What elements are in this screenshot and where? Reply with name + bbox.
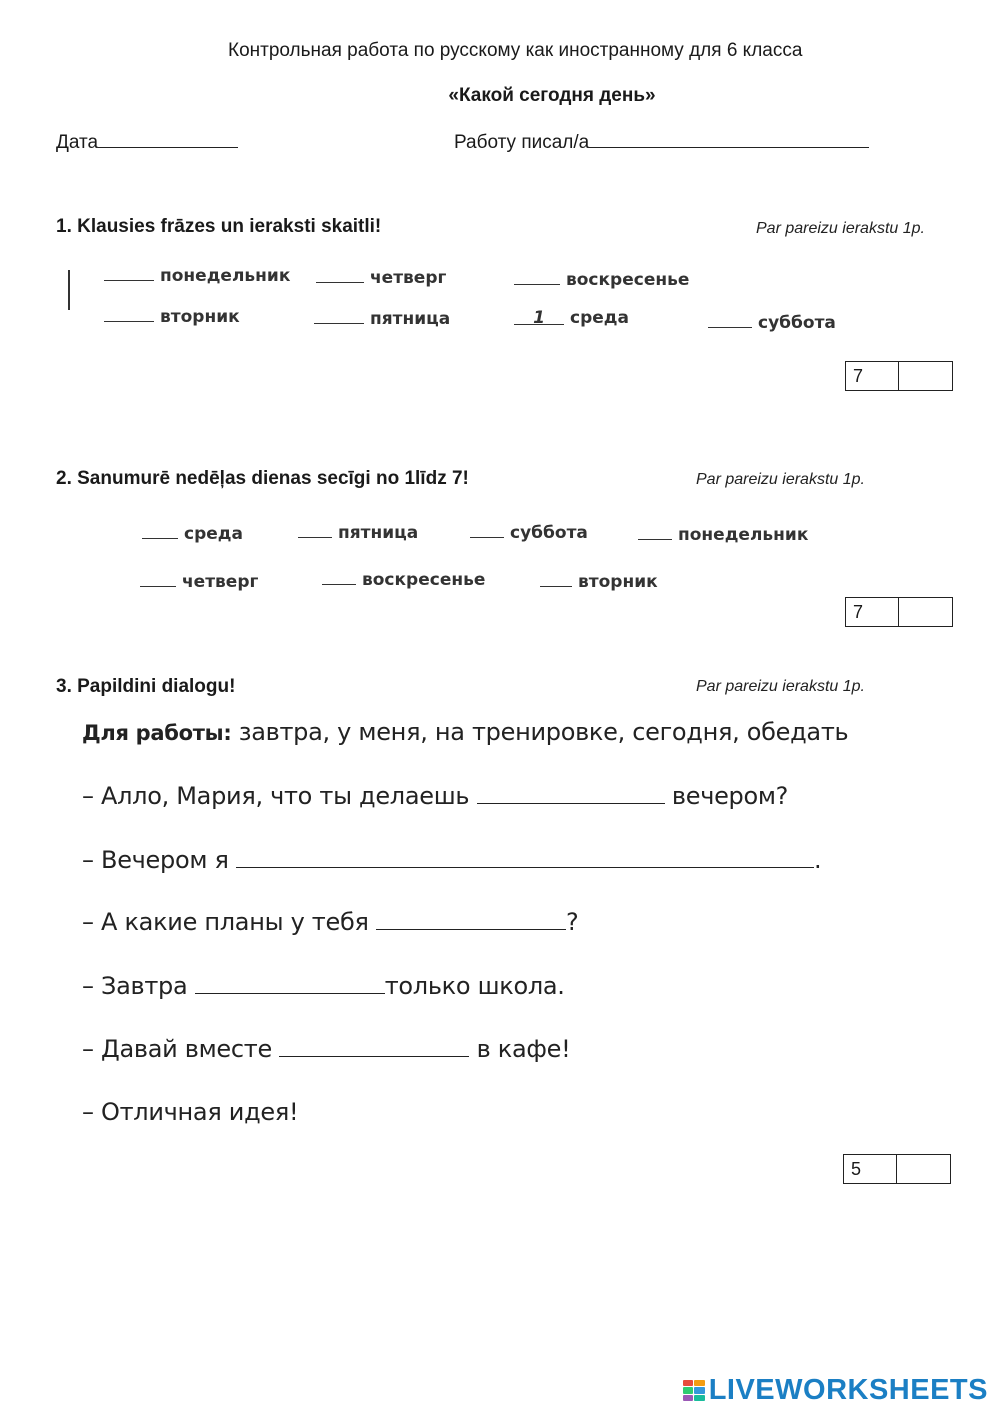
task1-example-blank: 1 — [514, 308, 564, 325]
author-line[interactable] — [589, 129, 869, 148]
scan-bracket-mark — [68, 270, 74, 310]
task2-item-wednesday — [142, 522, 243, 544]
task2-score-max: 7 — [853, 602, 864, 622]
worksheet-subtitle: «Какой сегодня день» — [448, 85, 656, 106]
task2-item-sunday — [322, 568, 485, 590]
task2-word: четверг — [182, 572, 259, 592]
dialog-line-text: вечером? — [671, 782, 789, 810]
task2-score-box — [845, 597, 953, 627]
dialog-line-text: – Завтра — [82, 972, 188, 1000]
liveworksheets-wordmark: LIVEWORKSHEETS — [708, 1374, 988, 1406]
task1-blank[interactable] — [104, 264, 154, 281]
task1-item-wednesday — [514, 308, 629, 328]
task1-score-box — [845, 361, 953, 391]
logo-square — [683, 1380, 694, 1387]
task3-title: 3. Papildini dialogu! — [56, 676, 236, 697]
task3-score-max: 5 — [851, 1159, 862, 1179]
task3-score-box — [843, 1154, 951, 1184]
task2-word: вторник — [578, 572, 658, 592]
task1-item-monday — [104, 264, 290, 286]
task1-title: 1. Klausies frāzes un ieraksti skaitli! — [56, 216, 382, 237]
dialog-blank-3[interactable] — [376, 909, 566, 930]
task1-blank[interactable] — [314, 307, 364, 324]
task1-item-tuesday — [104, 305, 240, 327]
task2-item-monday — [638, 523, 808, 545]
task1-word: вторник — [160, 307, 240, 327]
worksheet-title: Контрольная работа по русскому как иностранному для 6 класса — [228, 40, 803, 61]
dialog-line-1 — [82, 782, 788, 810]
author-field — [454, 129, 869, 154]
task3-score-input[interactable] — [896, 1155, 948, 1183]
task2-word: понедельник — [678, 525, 809, 545]
author-label: Работу писал/а — [454, 132, 590, 153]
task2-blank[interactable] — [322, 568, 356, 585]
task1-item-saturday — [708, 311, 836, 333]
task2-item-saturday — [470, 521, 588, 543]
task2-blank[interactable] — [142, 522, 178, 539]
task2-blank[interactable] — [140, 570, 176, 587]
logo-square — [694, 1387, 705, 1394]
task2-item-friday — [298, 521, 418, 543]
task1-blank[interactable] — [514, 268, 560, 285]
liveworksheets-brand[interactable] — [683, 1374, 988, 1407]
dialog-blank-5[interactable] — [279, 1036, 469, 1057]
date-line[interactable] — [98, 129, 238, 148]
dialog-line-text: – Вечером я — [82, 846, 229, 874]
task1-item-friday — [314, 307, 450, 329]
task2-item-tuesday — [540, 570, 658, 592]
task1-word: суббота — [758, 313, 836, 333]
task2-blank[interactable] — [638, 523, 672, 540]
task2-score-input[interactable] — [898, 598, 950, 626]
task1-score-input[interactable] — [898, 362, 950, 390]
task1-item-thursday — [316, 266, 446, 288]
task2-blank[interactable] — [470, 521, 504, 538]
task3-points: Par pareizu ierakstu 1p. — [696, 678, 865, 695]
task1-word: понедельник — [160, 266, 291, 286]
task2-word: воскресенье — [362, 570, 486, 590]
task3-word-bank — [82, 718, 848, 746]
task1-score-max: 7 — [853, 366, 864, 386]
dialog-line-3 — [82, 908, 578, 936]
dialog-line-4 — [82, 972, 565, 1000]
dialog-blank-4[interactable] — [195, 973, 385, 994]
task1-word: среда — [570, 308, 629, 328]
date-label: Дата — [56, 132, 99, 153]
dialog-line-text: – А какие планы у тебя — [82, 908, 369, 936]
word-bank-words: завтра, у меня, на тренировке, сегодня, обедать — [238, 718, 849, 746]
logo-square — [694, 1395, 705, 1402]
task2-word: пятница — [338, 523, 419, 543]
task1-item-sunday — [514, 268, 689, 290]
dialog-line-text: – Алло, Мария, что ты делаешь — [82, 782, 470, 810]
dialog-line-5 — [82, 1035, 570, 1063]
logo-square — [694, 1380, 705, 1387]
dialog-line-text: в кафе! — [476, 1035, 571, 1063]
task2-word: среда — [184, 524, 243, 544]
dialog-blank-1[interactable] — [477, 783, 665, 804]
dialog-blank-2[interactable] — [236, 847, 814, 868]
task1-blank[interactable] — [104, 305, 154, 322]
task1-word: воскресенье — [566, 270, 690, 290]
dialog-line-text: – Отличная идея! — [82, 1098, 299, 1126]
task1-word: пятница — [370, 309, 451, 329]
word-bank-label: Для работы: — [82, 721, 232, 745]
task1-blank[interactable] — [708, 311, 752, 328]
task2-item-thursday — [140, 570, 258, 592]
task2-word: суббота — [510, 523, 588, 543]
dialog-line-text: только школа. — [384, 972, 565, 1000]
dialog-line-text: ? — [565, 908, 579, 936]
task2-points: Par pareizu ierakstu 1p. — [696, 471, 865, 488]
dialog-line-text: . — [813, 846, 822, 874]
task1-word: четверг — [370, 268, 447, 288]
task2-blank[interactable] — [298, 521, 332, 538]
logo-square — [683, 1387, 694, 1394]
dialog-line-2 — [82, 846, 821, 874]
task2-title: 2. Sanumurē nedēļas dienas secīgi no 1līdz 7! — [56, 468, 469, 489]
task1-blank[interactable] — [316, 266, 364, 283]
dialog-line-6 — [82, 1098, 298, 1126]
task2-blank[interactable] — [540, 570, 572, 587]
date-field — [56, 129, 238, 154]
task1-points: Par pareizu ierakstu 1p. — [756, 220, 925, 237]
logo-square — [683, 1395, 694, 1402]
dialog-line-text: – Давай вместе — [82, 1035, 272, 1063]
liveworksheets-logo-icon — [683, 1380, 705, 1402]
